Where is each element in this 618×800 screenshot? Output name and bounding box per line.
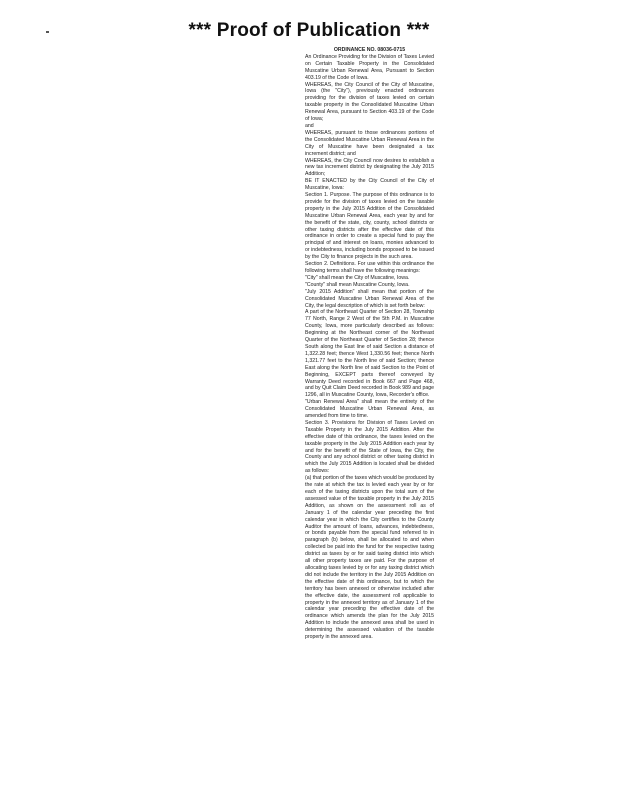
ordinance-paragraph: "County" shall mean Muscatine County, Iowa. — [305, 281, 410, 288]
ordinance-title: ORDINANCE NO. 08036-0715 — [333, 47, 406, 53]
ordinance-paragraph: WHEREAS, pursuant to those ordinances portions of the Consolidated Muscatine Urban Renewal Area in the City of Muscatine have been designated a tax increment district; and — [305, 129, 434, 157]
ordinance-paragraph: BE IT ENACTED by the City Council of the City of Muscatine, Iowa: — [305, 178, 434, 192]
ordinance-paragraph: (a) that portion of the taxes which would be produced by the rate at which the tax is levied each year by or for each of the taxing districts upon the total sum of the assessed value of the taxable property in the July 2015 Addition, as shown on the assessment roll as of January 1 of the calendar year preceding the first calendar year in which the City certifies to the County Auditor the amount of loans, advances, indebtedness, or bonds payable from the special fund referred to in paragraph (b) below, shall be allocated to and when collected be paid into the fund for the respective taxing district as taxes by or for said taxing district into which all other property taxes are paid. For the purpose of allocating taxes levied by or for any taxing district which did not include the territory in the July 2015 Addition on the effective date of this ordinance, but to which the territory has been annexed or otherwise included after the effective date, the assessment roll applicable to property in the annexed territory as of January 1 of the calendar year preceding the effective date of the ordinance which amends the plan for the July 2015 Addition to include the annexed area shall be used in determining the assessed valuation of the taxable property in the annexed area. — [305, 475, 434, 641]
ordinance-paragraph: Section 1. Purpose. The purpose of this ordinance is to provide for the division of taxes levied on the taxable property in the July 2015 Addition of the Consolidated Muscatine Urban Renewal Area, each year by and for the benefit of the state, city, county, school districts or other taxing districts after the effective date of this ordinance in order to create a special fund to pay the principal of and interest on loans, monies advanced to or indebtedness, including bonds proposed to be issued by the City to finance projects in the such area. — [305, 192, 434, 261]
ordinance-paragraph: An Ordinance Providing for the Division of Taxes Levied on Certain Taxable Property in the Consolidated Muscatine Urban Renewal Area, Pursuant to Section 403.19 of the Code of Iowa. — [305, 53, 434, 81]
ordinance-body — [305, 54, 434, 641]
proof-of-publication-header: *** Proof of Publication *** — [188, 20, 430, 41]
ordinance-paragraph: "City" shall mean the City of Muscatine, Iowa. — [305, 274, 410, 281]
ordinance-paragraph: A part of the Northeast Quarter of Section 28, Township 77 North, Range 2 West of the 5th P.M. in Muscatine County, Iowa, more particularly described as follows: Beginning at the Northeast corner of the Northeast Quarter of the Northeast Quarter of Section 28; thence South along the East line of said Section a distance of 1,322.28 feet; thence West 1,330.56 feet; thence North 1,321.77 feet to the North line of said Section; thence East along the North line of said Section to the Point of Beginning, EXCEPT parts thereof conveyed by Warranty Deed recorded in Book 667 and Page 468, and by Quit Claim Deed recorded in Book 989 and page 1296, all in Muscatine County, Iowa, Recorder's office. — [305, 309, 434, 399]
ordinance-paragraph: Section 2. Definitions. For use within this ordinance the following terms shall have the following meanings: — [305, 261, 434, 274]
ordinance-notice-column — [305, 47, 434, 795]
ordinance-paragraph: WHEREAS, the City Council of the City of Muscatine, Iowa (the "City"), previously enacted ordinances providing for the division of taxes levied on certain taxable property in the Consolidated Muscatine Urban Renewal Area, pursuant to Section 403.19 of the Code of Iowa; — [305, 81, 434, 123]
ordinance-paragraph: and — [305, 122, 314, 129]
ordinance-paragraph: "July 2015 Addition" shall mean that portion of the Consolidated Muscatine Urban Renewal Area of the City, the legal description of which is set forth below: — [305, 288, 434, 309]
ordinance-paragraph: "Urban Renewal Area" shall mean the entirety of the Consolidated Muscatine Urban Renewal Area, as amended from time to time. — [305, 399, 434, 420]
ordinance-paragraph: WHEREAS, the City Council now desires to establish a new tax increment district by designating the July 2015 Addition; — [305, 157, 434, 178]
ordinance-paragraph: Section 3. Provisions for Division of Taxes Levied on Taxable Property in the July 2015 Addition. After the effective date of this ordinance, the taxes levied on the taxable property in the July 2015 Addition each year by and for the benefit of the State of Iowa, the City, the County and any school district or other taxing district in which the July 2015 Addition is located shall be divided as follows: — [305, 419, 434, 475]
